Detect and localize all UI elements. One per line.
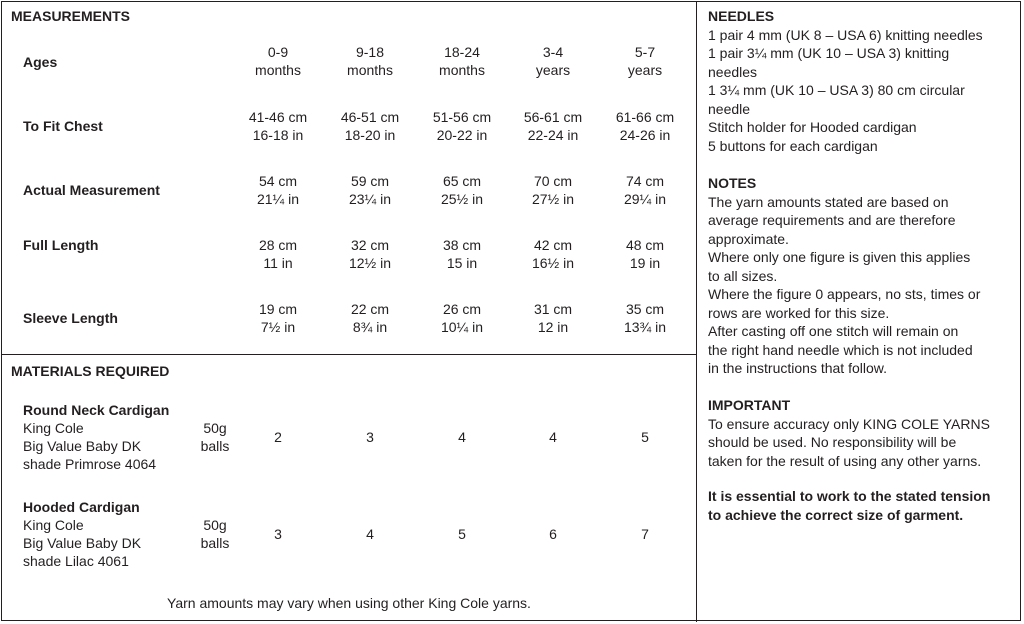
- quantity-cell: 5: [641, 429, 649, 445]
- size-header: 9-18 months: [347, 44, 393, 78]
- size-header: 18-24 months: [439, 44, 485, 78]
- important-section: IMPORTANT To ensure accuracy only KING COLE YARNS should be used. No responsibility will be taken for the result of using any other yarns.: [708, 396, 1018, 470]
- measurement-cell: 22 cm 8¾ in: [350, 301, 390, 335]
- measurement-cell: 70 cm 27½ in: [531, 173, 575, 207]
- measurement-cell: 19 cm 7½ in: [258, 301, 298, 335]
- important-heading: IMPORTANT: [708, 397, 791, 413]
- measurement-cell: 59 cm 23¼ in: [348, 173, 392, 207]
- measurement-cell: 65 cm 25½ in: [440, 173, 484, 207]
- measurement-cell: 38 cm 15 in: [442, 237, 482, 271]
- quantity-cell: 7: [641, 526, 649, 542]
- material-name: Hooded Cardigan: [23, 499, 140, 515]
- measurement-cell: 41-46 cm 16-18 in: [248, 109, 308, 143]
- ages-label: Ages: [23, 54, 58, 70]
- measurement-cell: 35 cm 13¾ in: [623, 301, 667, 335]
- quantity-cell: 6: [549, 526, 557, 542]
- yarn-footnote: Yarn amounts may vary when using other King Cole yarns.: [167, 595, 531, 611]
- quantity-cell: 4: [549, 429, 557, 445]
- measurements-heading: MEASUREMENTS: [11, 8, 131, 24]
- quantity-cell: 4: [458, 429, 466, 445]
- section-divider: [1, 354, 696, 355]
- row-label-chest: To Fit Chest: [23, 118, 103, 134]
- quantity-cell: 5: [458, 526, 466, 542]
- measurement-cell: 56-61 cm 22-24 in: [523, 109, 583, 143]
- measurement-cell: 46-51 cm 18-20 in: [340, 109, 400, 143]
- material-item-hooded: Hooded Cardigan King Cole Big Value Baby DK shade Lilac 4061: [23, 499, 142, 569]
- notes-section: NOTES The yarn amounts stated are based on average requirements and are therefore approximate. Where only one figure is given this applies to all sizes. Where the figure 0 appears, no sts, times or rows are worked for this size. After casting off one stitch will remain on the right hand needle which is not included in the instructions that follow.: [708, 174, 1018, 378]
- size-header: 5-7 years: [627, 44, 663, 78]
- measurement-cell: 26 cm 10¼ in: [440, 301, 484, 335]
- needles-heading: NEEDLES: [708, 8, 775, 24]
- materials-heading: MATERIALS REQUIRED: [11, 363, 170, 379]
- row-label-actual: Actual Measurement: [23, 182, 160, 198]
- quantity-cell: 3: [366, 429, 374, 445]
- measurement-cell: 51-56 cm 20-22 in: [432, 109, 492, 143]
- quantity-cell: 2: [274, 429, 282, 445]
- quantity-cell: 3: [274, 526, 282, 542]
- measurement-cell: 32 cm 12½ in: [348, 237, 392, 271]
- measurement-cell: 31 cm 12 in: [533, 301, 573, 335]
- measurement-cell: 61-66 cm 24-26 in: [615, 109, 675, 143]
- notes-heading: NOTES: [708, 175, 757, 191]
- row-label-sleeve-length: Sleeve Length: [23, 310, 118, 326]
- size-header: 3-4 years: [535, 44, 571, 78]
- measurement-cell: 28 cm 11 in: [258, 237, 298, 271]
- material-name: Round Neck Cardigan: [23, 402, 170, 418]
- material-item-round-neck: Round Neck Cardigan King Cole Big Value Baby DK shade Primrose 4064: [23, 402, 170, 472]
- column-divider: [696, 1, 697, 622]
- material-unit: 50g balls: [200, 420, 230, 454]
- quantity-cell: 4: [366, 526, 374, 542]
- tension-warning: It is essential to work to the stated tension to achieve the correct size of garment.: [708, 488, 991, 523]
- row-label-full-length: Full Length: [23, 237, 99, 253]
- size-header: 0-9 months: [255, 44, 301, 78]
- material-unit: 50g balls: [200, 517, 230, 551]
- measurement-cell: 42 cm 16½ in: [531, 237, 575, 271]
- measurement-cell: 54 cm 21¼ in: [256, 173, 300, 207]
- needles-section: NEEDLES 1 pair 4 mm (UK 8 – USA 6) knitting needles 1 pair 3¼ mm (UK 10 – USA 3) knitting needles 1 3¼ mm (UK 10 – USA 3) 80 cm circular needle Stitch holder for Hooded cardigan 5 buttons for each cardigan: [708, 7, 1018, 155]
- measurement-cell: 48 cm 19 in: [625, 237, 665, 271]
- measurement-cell: 74 cm 29¼ in: [623, 173, 667, 207]
